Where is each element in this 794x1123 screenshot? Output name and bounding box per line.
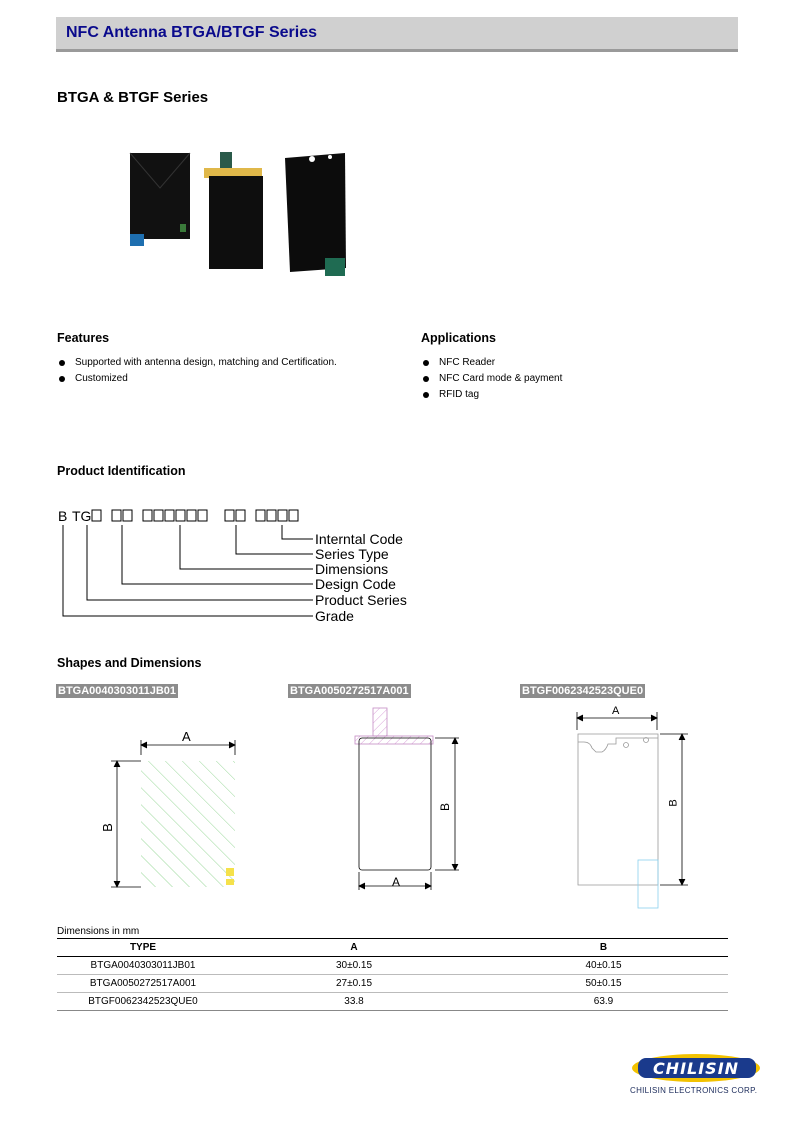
dim-label-a-2: A <box>392 875 401 889</box>
cell-b: 40±0.15 <box>479 957 728 975</box>
list-item: Supported with antenna design, matching and Certification. <box>57 355 397 371</box>
table-row <box>57 957 728 975</box>
header-type: TYPE <box>57 939 229 957</box>
part-tag-1: BTGA0040303011JB01 <box>58 685 177 697</box>
dimensions-table <box>57 938 728 1011</box>
header-a: A <box>229 939 479 957</box>
part-tag-2: BTGA0050272517A001 <box>290 685 409 697</box>
dim-label-b-2: B <box>438 802 453 812</box>
table-row <box>57 993 728 1011</box>
shapes-title: Shapes and Dimensions <box>57 656 202 670</box>
cell-type: BTGA0040303011JB01 <box>57 957 229 975</box>
part-tag-3: BTGF0062342523QUE0 <box>522 685 644 697</box>
code-letter-b: B <box>58 508 68 524</box>
chilisin-logo-icon <box>628 1048 764 1086</box>
drawing-part-2 <box>345 700 465 900</box>
features-list <box>57 355 397 387</box>
part-number-diagram <box>55 505 315 625</box>
label-design-code: Design Code <box>315 576 396 592</box>
dim-label-a-3: A <box>612 705 620 717</box>
drawing-part-1 <box>95 725 255 895</box>
label-internal-code: Interntal Code <box>315 531 403 547</box>
table-row <box>57 975 728 993</box>
dim-label-a-1: A <box>182 729 191 744</box>
cell-type: BTGA0050272517A001 <box>57 975 229 993</box>
antenna-sample-3 <box>285 153 346 276</box>
product-identification-title: Product Identification <box>57 464 186 478</box>
antenna-sample-2 <box>204 152 263 269</box>
label-dimensions: Dimensions <box>315 561 389 577</box>
list-item: NFC Reader <box>421 355 721 371</box>
cell-b: 63.9 <box>479 993 728 1011</box>
cell-a: 30±0.15 <box>229 957 479 975</box>
cell-type: BTGF0062342523QUE0 <box>57 993 229 1011</box>
table-header-row <box>57 939 728 957</box>
applications-list <box>421 355 721 403</box>
label-series-type: Series Type <box>315 546 389 562</box>
svg-text:CHILISIN: CHILISIN <box>652 1059 740 1078</box>
list-item: Customized <box>57 371 397 387</box>
code-letters-tg: TG <box>72 508 92 524</box>
list-item: NFC Card mode & payment <box>421 371 721 387</box>
product-photo <box>125 148 355 283</box>
label-product-series: Product Series <box>315 592 407 608</box>
header-bar <box>56 17 738 52</box>
page-title: BTGA & BTGF Series <box>57 89 209 106</box>
dim-label-b-3: B <box>667 799 680 807</box>
company-name: CHILISIN ELECTRONICS CORP. <box>630 1086 758 1095</box>
dim-label-b-1: B <box>99 823 115 832</box>
applications-title: Applications <box>421 331 497 345</box>
features-title: Features <box>57 331 110 345</box>
cell-a: 33.8 <box>229 993 479 1011</box>
cell-b: 50±0.15 <box>479 975 728 993</box>
table-caption: Dimensions in mm <box>57 926 140 937</box>
header-b: B <box>479 939 728 957</box>
antenna-sample-1 <box>130 153 190 246</box>
list-item: RFID tag <box>421 387 721 403</box>
header-title: NFC Antenna BTGA/BTGF Series <box>66 24 317 41</box>
cell-a: 27±0.15 <box>229 975 479 993</box>
label-grade: Grade <box>315 608 354 624</box>
